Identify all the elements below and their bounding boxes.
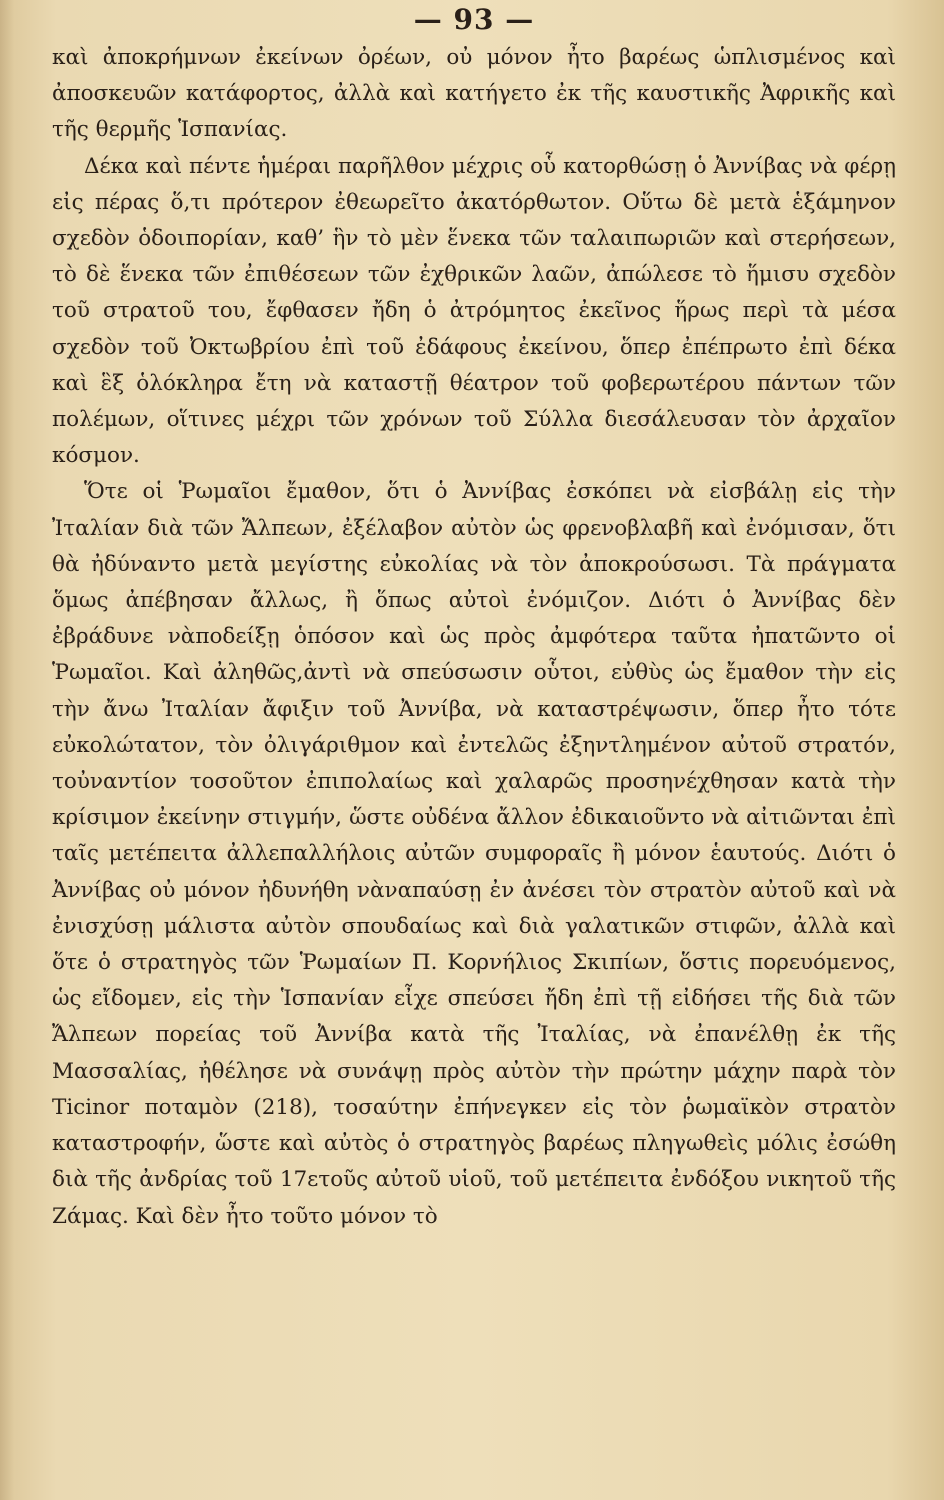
- page-number-header: — 93 —: [413, 3, 535, 36]
- body-text: [52, 40, 896, 1235]
- page-edge-stain: [0, 0, 14, 1500]
- paragraph: Δέκα καὶ πέντε ἡμέραι παρῆλθον μέχρις οὗ κατορθώσῃ ὁ Ἀννίβας νὰ φέρῃ εἰς πέρας ὅ,τι πρότερον ἐθεωρεῖτο ἀκατόρθωτον. Οὕτω δὲ μετὰ ἑξάμηνον σχεδὸν ὁδοιπορίαν, καθ’ ἣν τὸ μὲν ἕνεκα τῶν ταλαιπωριῶν καὶ στερήσεων, τὸ δὲ ἕνεκα τῶν ἐπιθέσεων τῶν ἐχθρικῶν λαῶν, ἀπώλεσε τὸ ἥμισυ σχεδὸν τοῦ στρατοῦ του, ἔφθασεν ἤδη ὁ ἀτρόμητος ἐκεῖνος ἥρως περὶ τὰ μέσα σχεδὸν τοῦ Ὀκτωβρίου ἐπὶ τοῦ ἐδάφους ἐκείνου, ὅπερ ἐπέπρωτο ἐπὶ δέκα καὶ ἓξ ὁλόκληρα ἔτη νὰ καταστῇ θέατρον τοῦ φοβερωτέρου πάντων τῶν πολέμων, οἵτινες μέχρι τῶν χρόνων τοῦ Σύλλα διεσάλευσαν τὸν ἀρχαῖον κόσμον.: [52, 153, 896, 469]
- paragraph: Ὅτε οἱ Ῥωμαῖοι ἔμαθον, ὅτι ὁ Ἀννίβας ἐσκόπει νὰ εἰσβάλῃ εἰς τὴν Ἰταλίαν διὰ τῶν Ἄλπεων, ἐξέλαβον αὐτὸν ὡς φρενοβλαβῆ καὶ ἐνόμισαν, ὅτι θὰ ἠδύναντο μετὰ μεγίστης εὐκολίας νὰ τὸν ἀποκρούσωσι. Τὰ πράγματα ὅμως ἀπέβησαν ἄλλως, ἢ ὅπως αὐτοὶ ἐνόμιζον. Διότι ὁ Ἀννίβας δὲν ἐβράδυνε νὰποδείξῃ ὁπόσον καὶ ὡς πρὸς ἀμφότερα ταῦτα ἠπατῶντο οἱ Ῥωμαῖοι. Καὶ ἀληθῶς,ἀντὶ νὰ σπεύσωσιν οὗτοι, εὐθὺς ὡς ἔμαθον τὴν εἰς τὴν ἄνω Ἰταλίαν ἄφιξιν τοῦ Ἀννίβα, νὰ καταστρέψωσιν, ὅπερ ἦτο τότε εὐκολώτατον, τὸν ὀλιγάριθμον καὶ ἐντελῶς ἐξηντλημένον αὐτοῦ στρατόν, τοὐναντίον τοσοῦτον ἐπιπολαίως καὶ χαλαρῶς προσηνέχθησαν κατὰ τὴν κρίσιμον ἐκείνην στιγμήν, ὥστε οὐδένα ἄλλον ἐδικαιοῦντο νὰ αἰτιῶνται ἐπὶ ταῖς μετέπειτα ἀλλεπαλλήλοις αὐτῶν συμφοραῖς ἢ μόνον ἑαυτούς. Διότι ὁ Ἀννίβας οὐ μόνον ἠδυνήθη νὰναπαύσῃ ἐν ἀνέσει τὸν στρατὸν αὐτοῦ καὶ νὰ ἐνισχύσῃ μάλιστα αὐτὸν σπουδαίως καὶ διὰ γαλατικῶν στιφῶν, ἀλλὰ καὶ ὅτε ὁ στρατηγὸς τῶν Ῥωμαίων Π. Κορνήλιος Σκιπίων, ὅστις πορευόμενος, ὡς εἴδομεν, εἰς τὴν Ἱσπανίαν εἶχε σπεύσει ἤδη ἐπὶ τῇ εἰδήσει τῆς διὰ τῶν Ἄλπεων πορείας τοῦ Ἀννίβα κατὰ τῆς Ἰταλίας, νὰ ἐπανέλθῃ ἐκ τῆς Μασσαλίας, ἠθέλησε νὰ συνάψῃ πρὸς αὐτὸν τὴν πρώτην μάχην παρὰ τὸν Ticinor ποταμὸν (218), τοσαύτην ἐπήνεγκεν εἰς τὸν ῥωμαϊκὸν στρατὸν καταστροφήν, ὥστε καὶ αὐτὸς ὁ στρατηγὸς βαρέως πληγωθεὶς μόλις ἐσώθη διὰ τῆς ἀνδρίας τοῦ 17ετοῦς αὐτοῦ υἱοῦ, τοῦ μετέπειτα ἐνδόξου νικητοῦ τῆς Ζάμας. Καὶ δὲν ἦτο τοῦτο μόνον τὸ: [52, 479, 896, 1229]
- paragraph-continuation: καὶ ἀποκρήμνων ἐκείνων ὀρέων, οὐ μόνον ἦτο βαρέως ὡπλισμένος καὶ ἀποσκευῶν κατάφορτος, ἀλλὰ καὶ κατήγετο ἐκ τῆς καυστικῆς Ἀφρικῆς καὶ τῆς θερμῆς Ἱσπανίας.: [52, 45, 896, 143]
